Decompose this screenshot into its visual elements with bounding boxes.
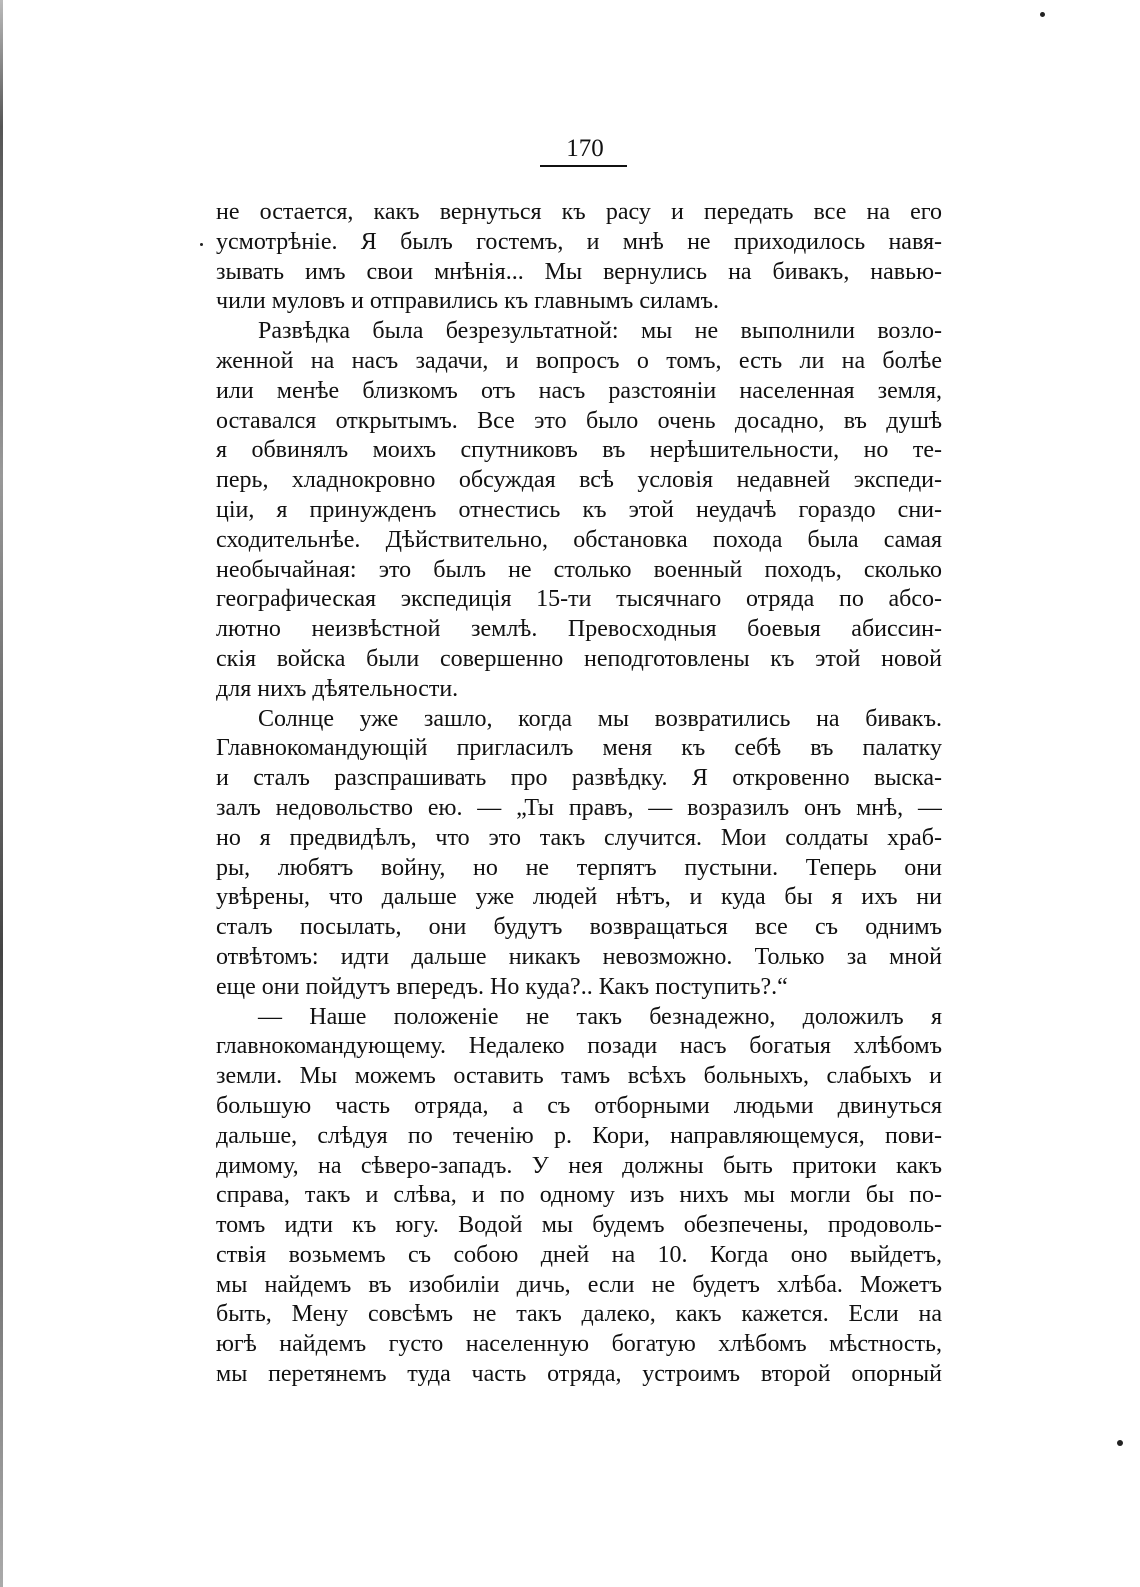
text-line: увѣрены, что дальше уже людей нѣтъ, и куда бы я ихъ ни <box>216 884 942 911</box>
text-line: ціи, я принужденъ отнестись къ этой неудачѣ гораздо сни- <box>216 496 942 523</box>
text-line: земли. Мы можемъ оставить тамъ всѣхъ больныхъ, слабыхъ и <box>216 1063 942 1090</box>
text-line: — Наше положеніе не такъ безнадежно, доложилъ я <box>258 1003 942 1030</box>
scan-speck <box>1040 12 1045 17</box>
text-line: лютно неизвѣстной землѣ. Превосходныя боевыя абиссин- <box>216 616 942 643</box>
text-line: скія войска были совершенно неподготовлены къ этой новой <box>216 645 942 672</box>
text-line: чили муловъ и отправились къ главнымъ силамъ. <box>216 288 720 315</box>
text-line: географическая экспедиція 15-ти тысячнаго отряда по абсо- <box>216 586 942 613</box>
text-line: отвѣтомъ: идти дальше никакъ невозможно. Только за мной <box>216 943 942 970</box>
text-line: большую часть отряда, а съ отборными людьми двинуться <box>216 1092 942 1119</box>
text-line: Главнокомандующій пригласилъ меня къ себѣ въ палатку <box>216 735 942 762</box>
text-line: дальше, слѣдуя по теченію р. Кори, направляющемуся, пови- <box>216 1122 942 1149</box>
text-line: югѣ найдемъ густо населенную богатую хлѣбомъ мѣстность, <box>216 1331 942 1358</box>
text-line: оставался открытымъ. Все это было очень досадно, въ душѣ <box>216 407 942 434</box>
text-line: главнокомандующему. Недалеко позади насъ богатыя хлѣбомъ <box>216 1033 942 1060</box>
text-line: справа, такъ и слѣва, и по одному изъ нихъ мы могли бы по- <box>216 1182 942 1209</box>
text-line: ры, любятъ войну, но не терпятъ пустыни. Теперь они <box>216 854 942 881</box>
text-line: перь, хладнокровно обсуждая всѣ условія недавней экспеди- <box>216 467 942 494</box>
text-line: сталъ посылать, они будутъ возвращаться все съ однимъ <box>216 914 942 941</box>
text-line: не остается, какъ вернуться къ расу и передать все на его <box>216 199 942 225</box>
text-line: ствія возьмемъ съ собою дней на 10. Когда оно выйдетъ, <box>216 1241 942 1268</box>
scan-left-edge <box>0 0 3 1587</box>
text-line: залъ недовольство ею. — „Ты правъ, — возразилъ онъ мнѣ, — <box>216 794 942 821</box>
text-line: зывать имъ свои мнѣнія... Мы вернулись на бивакъ, навью- <box>216 258 942 285</box>
page-number-rule <box>540 165 627 167</box>
text-line: димому, на сѣверо-западъ. У нея должны быть притоки какъ <box>216 1152 942 1179</box>
page-number: 170 <box>566 135 604 162</box>
text-line: и сталъ разспрашивать про развѣдку. Я откровенно выска- <box>216 765 942 792</box>
text-line: еще они пойдутъ впередъ. Но куда?.. Какъ поступить?.“ <box>216 973 788 1000</box>
text-line: я обвинялъ моихъ спутниковъ въ нерѣшительности, но те- <box>216 437 942 464</box>
scan-speck <box>1117 1440 1123 1446</box>
text-line: быть, Мену совсѣмъ не такъ далеко, какъ кажется. Если на <box>216 1301 942 1328</box>
text-line: Развѣдка была безрезультатной: мы не выполнили возло- <box>258 318 942 345</box>
scan-speck <box>200 243 203 246</box>
text-line: усмотрѣніе. Я былъ гостемъ, и мнѣ не приходилось навя- <box>216 228 942 255</box>
text-line: Солнце уже зашло, когда мы возвратились на бивакъ. <box>258 705 942 732</box>
text-line: женной на насъ задачи, и вопросъ о томъ, есть ли на болѣе <box>216 347 942 374</box>
text-line: но я предвидѣлъ, что это такъ случится. Мои солдаты храб- <box>216 824 942 851</box>
text-line: мы перетянемъ туда часть отряда, устроимъ второй опорный <box>216 1361 942 1388</box>
text-line: или менѣе близкомъ отъ насъ разстояніи населенная земля, <box>216 377 942 404</box>
body-text <box>216 198 942 1390</box>
text-line: необычайная: это былъ не столько военный походъ, сколько <box>216 556 942 583</box>
text-line: томъ идти къ югу. Водой мы будемъ обезпечены, продоволь- <box>216 1212 942 1239</box>
text-line: сходительнѣе. Дѣйствительно, обстановка похода была самая <box>216 526 942 553</box>
text-line: для нихъ дѣятельности. <box>216 675 459 702</box>
text-line: мы найдемъ въ изобиліи дичь, если не будетъ хлѣба. Можетъ <box>216 1271 942 1298</box>
